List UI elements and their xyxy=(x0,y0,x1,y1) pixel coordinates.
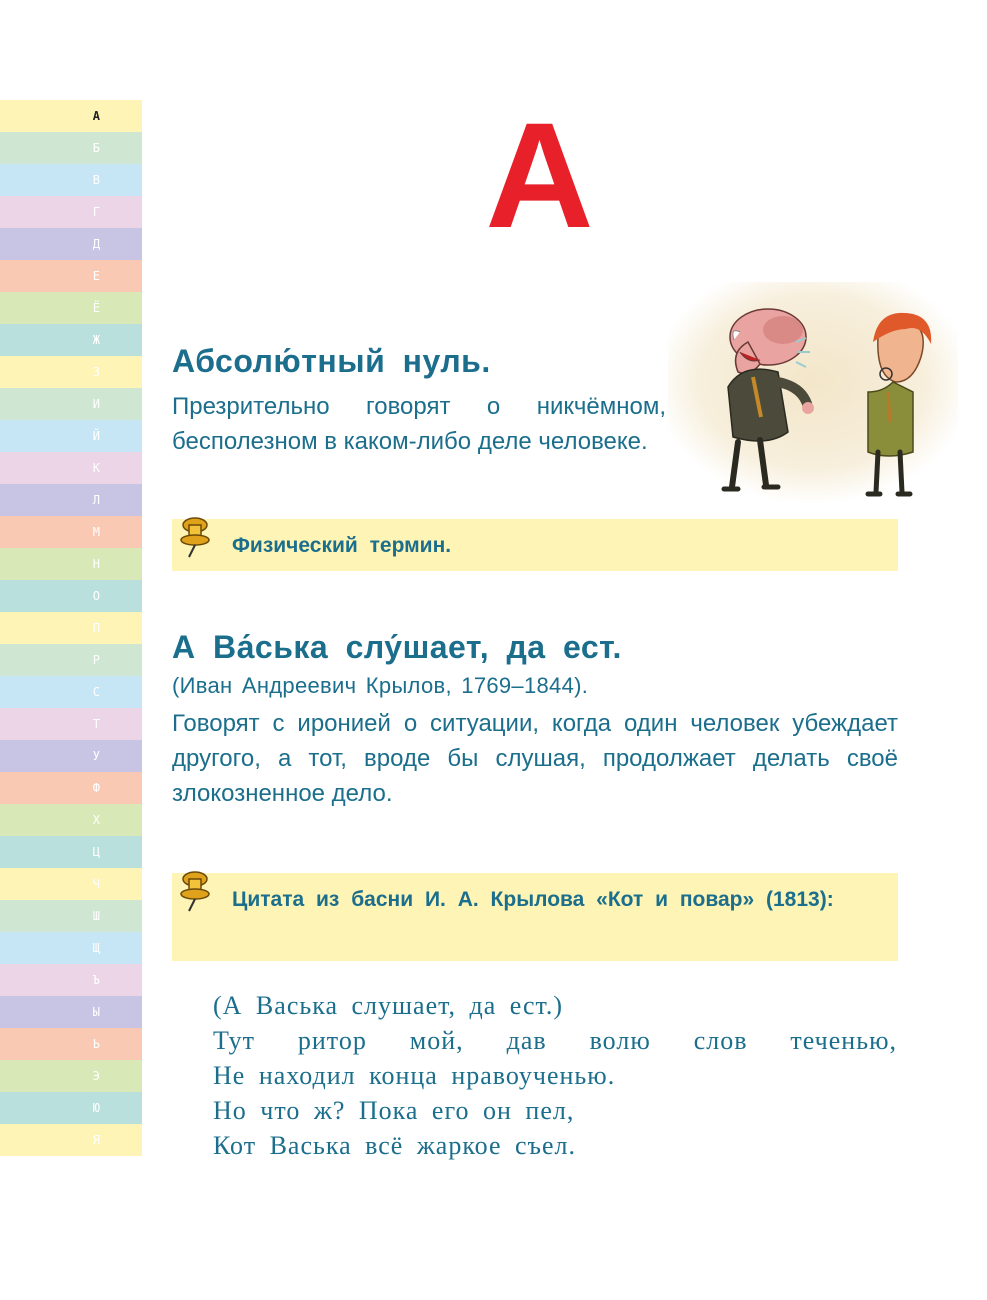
alphabet-tab[interactable]: Я xyxy=(0,1124,142,1156)
alphabet-tab[interactable]: С xyxy=(0,676,142,708)
alphabet-tab[interactable]: З xyxy=(0,356,142,388)
alphabet-tab[interactable]: Ш xyxy=(0,900,142,932)
alphabet-tab[interactable]: О xyxy=(0,580,142,612)
alphabet-tab[interactable]: К xyxy=(0,452,142,484)
alphabet-tab[interactable]: Ь xyxy=(0,1028,142,1060)
poem-line: Кот Васька всё жаркое съел. xyxy=(213,1131,576,1160)
alphabet-tab[interactable]: Ж xyxy=(0,324,142,356)
pushpin-icon xyxy=(178,515,212,559)
poem-line: (А Васька слушает, да ест.) xyxy=(213,991,564,1020)
note-box xyxy=(172,519,898,571)
alphabet-tab[interactable]: И xyxy=(0,388,142,420)
alphabet-tab[interactable]: В xyxy=(0,164,142,196)
alphabet-tab[interactable]: Е xyxy=(0,260,142,292)
alphabet-tab[interactable]: Э xyxy=(0,1060,142,1092)
poem-line: Не находил конца нравоученью. xyxy=(213,1061,616,1090)
pushpin-icon xyxy=(178,869,212,913)
entry-source: (Иван Андреевич Крылов, 1769–1844). xyxy=(172,673,589,698)
alphabet-tab[interactable]: Щ xyxy=(0,932,142,964)
alphabet-tab[interactable]: Ч xyxy=(0,868,142,900)
alphabet-tab[interactable]: Ю xyxy=(0,1092,142,1124)
section-letter: А xyxy=(485,91,594,259)
note-box xyxy=(172,873,898,961)
alphabet-tab[interactable]: Ъ xyxy=(0,964,142,996)
illustration-two-men-arguing xyxy=(668,282,958,504)
alphabet-tab[interactable]: Д xyxy=(0,228,142,260)
alphabet-tab[interactable]: Г xyxy=(0,196,142,228)
alphabet-tab[interactable]: Ц xyxy=(0,836,142,868)
alphabet-tab[interactable]: Т xyxy=(0,708,142,740)
poem-quote xyxy=(213,988,897,1163)
entry-title: Абсолю́тный нуль. xyxy=(172,343,491,379)
alphabet-tab[interactable]: Р xyxy=(0,644,142,676)
alphabet-tab[interactable]: М xyxy=(0,516,142,548)
alphabet-tab[interactable]: Й xyxy=(0,420,142,452)
poem-line: Но что ж? Пока его он пел, xyxy=(213,1096,575,1125)
note-text: Физический термин. xyxy=(232,534,452,557)
alphabet-tab[interactable]: Ё xyxy=(0,292,142,324)
alphabet-tab[interactable]: А xyxy=(0,100,142,132)
entry-title: А Ва́ська слу́шает, да ест. xyxy=(172,629,622,665)
alphabet-tab[interactable]: Ф xyxy=(0,772,142,804)
alphabet-tab[interactable]: Л xyxy=(0,484,142,516)
alphabet-tab[interactable]: У xyxy=(0,740,142,772)
alphabet-tab[interactable]: Н xyxy=(0,548,142,580)
alphabet-index xyxy=(0,100,142,1156)
alphabet-tab[interactable]: Б xyxy=(0,132,142,164)
alphabet-tab[interactable]: Ы xyxy=(0,996,142,1028)
entry-definition: Говорят с иронией о ситуации, когда один человек убеждает другого, а тот, вроде бы слушая, продолжает делать своё злокозненное дело. xyxy=(172,710,898,807)
entry-definition: Презрительно говорят о никчёмном, бесполезном в каком-либо деле человеке. xyxy=(172,393,666,455)
alphabet-tab[interactable]: П xyxy=(0,612,142,644)
note-text: Цитата из басни И. А. Крылова «Кот и повар» (1813): xyxy=(232,888,834,911)
alphabet-tab[interactable]: Х xyxy=(0,804,142,836)
poem-line: Тут ритор мой, дав волю слов теченью, xyxy=(213,1026,897,1055)
